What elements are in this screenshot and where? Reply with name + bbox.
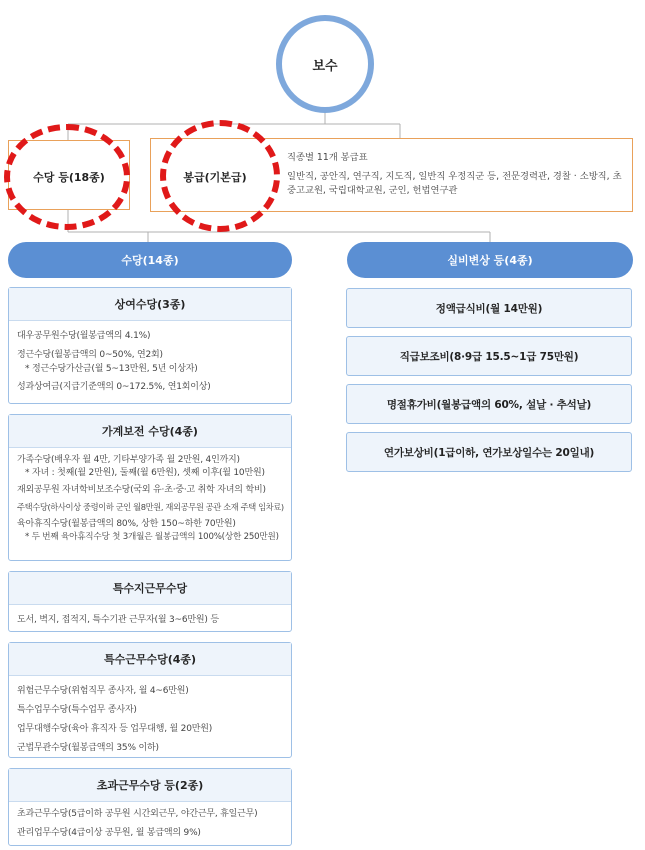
highlight-ellipse-allowances bbox=[4, 124, 130, 230]
card-title: 초과근무수당 등(2종) bbox=[9, 769, 291, 802]
annual-leave-compensation-box bbox=[346, 432, 632, 472]
meal-allowance-box bbox=[346, 288, 632, 328]
card-body bbox=[9, 605, 291, 634]
card-subitem: * 두 번째 육아휴직수당 첫 3개월은 월봉급액의 100%(상한 250만원) bbox=[25, 532, 279, 542]
root-label: 보수 bbox=[312, 58, 338, 74]
card-title: 특수지근무수당 bbox=[9, 572, 291, 605]
card-item: 도서, 벽지, 접적지, 특수기관 근무자(월 3~6만원) 등 bbox=[17, 615, 219, 625]
card-special-duty-allowance bbox=[8, 642, 292, 758]
card-body bbox=[9, 321, 291, 401]
card-title: 상여수당(3종) bbox=[9, 288, 291, 321]
card-item: 초과근무수당(5급이하 공무원 시간외근무, 야간근무, 휴일근무) bbox=[17, 809, 258, 819]
salary-description bbox=[287, 151, 624, 198]
allowances-label: 수당 등(18종) bbox=[33, 171, 105, 184]
card-title: 가계보전 수당(4종) bbox=[9, 415, 291, 448]
position-subsidy-box bbox=[346, 336, 632, 376]
position-subsidy-label: 직급보조비(8·9급 15.5~1급 75만원) bbox=[399, 350, 579, 363]
meal-allowance-label: 정액급식비(월 14만원) bbox=[435, 302, 543, 315]
card-subitem: * 자녀 : 첫째(월 2만원), 둘째(월 6만원), 셋째 이후(월 10만원) bbox=[25, 468, 265, 478]
allowances-header bbox=[8, 242, 292, 278]
card-item: 업무대행수당(육아 휴직자 등 업무대행, 월 20만원) bbox=[17, 724, 213, 734]
expenses-header-label: 실비변상 등(4종) bbox=[447, 254, 533, 267]
expenses-header bbox=[347, 242, 633, 278]
card-item: 주택수당(하사이상 중령이하 군인 월8만원, 재외공무원 공관 소재 주택 임차료) bbox=[17, 502, 284, 512]
card-body bbox=[9, 448, 291, 550]
card-household-allowance bbox=[8, 414, 292, 561]
allowances-header-label: 수당(14종) bbox=[121, 254, 179, 267]
card-body bbox=[9, 676, 291, 762]
card-item: 대우공무원수당(월봉급액의 4.1%) bbox=[17, 331, 151, 341]
card-item: 육아휴직수당(월봉급액의 80%, 상한 150~하한 70만원) bbox=[17, 519, 236, 529]
salary-desc-body: 일반직, 공안직, 연구직, 지도직, 일반직 우정직군 등, 전문경력관, 경찰 · 소방직, 초중고교원, 국립대학교원, 군인, 헌법연구관 bbox=[287, 171, 622, 196]
card-subitem: * 정근수당가산금(월 5~13만원, 5년 이상자) bbox=[25, 364, 198, 374]
card-item: 가족수당(배우자 월 4만, 기타부양가족 월 2만원, 4인까지) bbox=[17, 455, 240, 465]
card-item: 정근수당(월봉급액의 0~50%, 연2회) bbox=[17, 350, 163, 360]
card-bonus-allowance bbox=[8, 287, 292, 404]
salary-desc-title: 직종별 11개 봉급표 bbox=[287, 152, 368, 163]
card-title: 특수근무수당(4종) bbox=[9, 643, 291, 676]
card-overtime-allowance bbox=[8, 768, 292, 846]
holiday-bonus-label: 명절휴가비(월봉급액의 60%, 설날 · 추석날) bbox=[386, 398, 592, 411]
card-item: 위험근무수당(위험직무 종사자, 월 4~6만원) bbox=[17, 686, 189, 696]
annual-leave-compensation-label: 연가보상비(1급이하, 연가보상일수는 20일내) bbox=[383, 446, 595, 459]
highlight-ellipse-salary bbox=[160, 120, 280, 232]
card-item: 재외공무원 자녀학비보조수당(국외 유·초·중·고 취학 자녀의 학비) bbox=[17, 485, 266, 495]
card-remote-area-allowance bbox=[8, 571, 292, 632]
card-item: 군법무관수당(월봉급액의 35% 이하) bbox=[17, 743, 159, 753]
card-item: 성과상여금(지급기준액의 0~172.5%, 연1회이상) bbox=[17, 382, 211, 392]
root-node bbox=[276, 15, 374, 113]
card-item: 관리업무수당(4급이상 공무원, 월 봉급액의 9%) bbox=[17, 828, 201, 838]
salary-label: 봉급(기본급) bbox=[183, 171, 247, 184]
card-body bbox=[9, 802, 291, 847]
holiday-bonus-box bbox=[346, 384, 632, 424]
card-item: 특수업무수당(특수업무 종사자) bbox=[17, 705, 137, 715]
